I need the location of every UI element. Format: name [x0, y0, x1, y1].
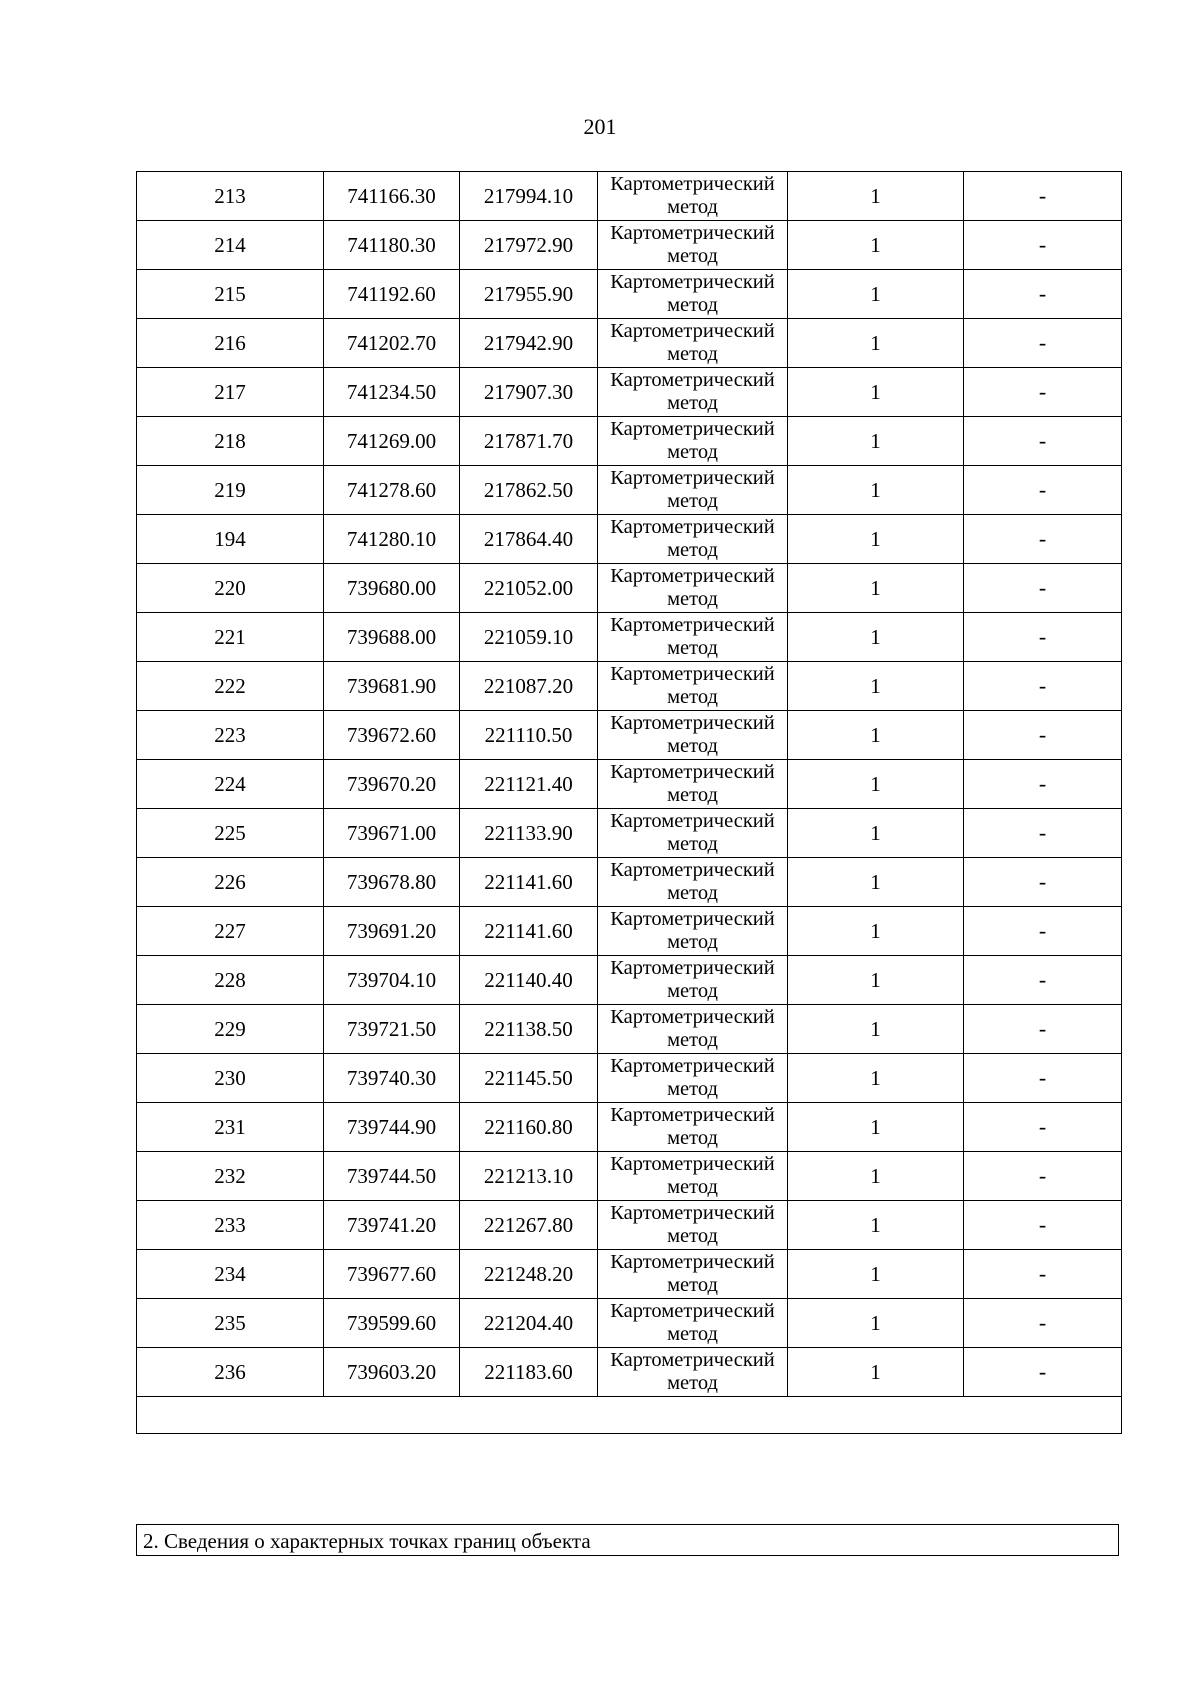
y-coordinate-cell: 221145.50	[460, 1054, 598, 1103]
accuracy-cell: 1	[788, 1054, 964, 1103]
method-cell: Картометрический метод	[598, 1201, 788, 1250]
table-row	[137, 1201, 1122, 1250]
table-row	[137, 1054, 1122, 1103]
point-number-cell: 221	[137, 613, 324, 662]
note-cell: -	[964, 662, 1122, 711]
x-coordinate-cell: 739740.30	[324, 1054, 460, 1103]
point-number-cell: 222	[137, 662, 324, 711]
note-cell: -	[964, 221, 1122, 270]
table-row	[137, 564, 1122, 613]
note-cell: -	[964, 613, 1122, 662]
table-row	[137, 172, 1122, 221]
table-row	[137, 221, 1122, 270]
note-cell: -	[964, 270, 1122, 319]
point-number-cell: 223	[137, 711, 324, 760]
x-coordinate-cell: 739599.60	[324, 1299, 460, 1348]
method-cell: Картометрический метод	[598, 1005, 788, 1054]
method-cell: Картометрический метод	[598, 515, 788, 564]
point-number-cell: 229	[137, 1005, 324, 1054]
point-number-cell: 236	[137, 1348, 324, 1397]
x-coordinate-cell: 741278.60	[324, 466, 460, 515]
accuracy-cell: 1	[788, 172, 964, 221]
point-number-cell: 220	[137, 564, 324, 613]
method-cell: Картометрический метод	[598, 319, 788, 368]
table-row	[137, 1299, 1122, 1348]
point-number-cell: 215	[137, 270, 324, 319]
method-cell: Картометрический метод	[598, 711, 788, 760]
coordinates-table-body	[137, 172, 1122, 1434]
accuracy-cell: 1	[788, 1201, 964, 1250]
x-coordinate-cell: 739721.50	[324, 1005, 460, 1054]
note-cell: -	[964, 1152, 1122, 1201]
point-number-cell: 213	[137, 172, 324, 221]
method-cell: Картометрический метод	[598, 760, 788, 809]
x-coordinate-cell: 741269.00	[324, 417, 460, 466]
section-heading: 2. Сведения о характерных точках границ объекта	[143, 1529, 591, 1553]
note-cell: -	[964, 319, 1122, 368]
method-cell: Картометрический метод	[598, 221, 788, 270]
method-cell: Картометрический метод	[598, 270, 788, 319]
y-coordinate-cell: 217907.30	[460, 368, 598, 417]
accuracy-cell: 1	[788, 613, 964, 662]
accuracy-cell: 1	[788, 858, 964, 907]
note-cell: -	[964, 1299, 1122, 1348]
page-number: 201	[583, 114, 617, 139]
table-row	[137, 858, 1122, 907]
x-coordinate-cell: 739744.50	[324, 1152, 460, 1201]
accuracy-cell: 1	[788, 1152, 964, 1201]
accuracy-cell: 1	[788, 956, 964, 1005]
y-coordinate-cell: 221160.80	[460, 1103, 598, 1152]
y-coordinate-cell: 221121.40	[460, 760, 598, 809]
method-cell: Картометрический метод	[598, 809, 788, 858]
point-number-cell: 234	[137, 1250, 324, 1299]
point-number-cell: 225	[137, 809, 324, 858]
note-cell: -	[964, 1201, 1122, 1250]
point-number-cell: 194	[137, 515, 324, 564]
accuracy-cell: 1	[788, 711, 964, 760]
method-cell: Картометрический метод	[598, 466, 788, 515]
note-cell: -	[964, 1005, 1122, 1054]
y-coordinate-cell: 221248.20	[460, 1250, 598, 1299]
note-cell: -	[964, 1348, 1122, 1397]
accuracy-cell: 1	[788, 907, 964, 956]
note-cell: -	[964, 564, 1122, 613]
table-row	[137, 907, 1122, 956]
note-cell: -	[964, 515, 1122, 564]
accuracy-cell: 1	[788, 1103, 964, 1152]
y-coordinate-cell: 221267.80	[460, 1201, 598, 1250]
y-coordinate-cell: 221052.00	[460, 564, 598, 613]
y-coordinate-cell: 221140.40	[460, 956, 598, 1005]
point-number-cell: 219	[137, 466, 324, 515]
point-number-cell: 228	[137, 956, 324, 1005]
x-coordinate-cell: 741166.30	[324, 172, 460, 221]
accuracy-cell: 1	[788, 760, 964, 809]
x-coordinate-cell: 739680.00	[324, 564, 460, 613]
note-cell: -	[964, 417, 1122, 466]
note-cell: -	[964, 907, 1122, 956]
y-coordinate-cell: 217942.90	[460, 319, 598, 368]
table-row	[137, 417, 1122, 466]
y-coordinate-cell: 217972.90	[460, 221, 598, 270]
y-coordinate-cell: 221138.50	[460, 1005, 598, 1054]
y-coordinate-cell: 221141.60	[460, 907, 598, 956]
y-coordinate-cell: 217871.70	[460, 417, 598, 466]
accuracy-cell: 1	[788, 319, 964, 368]
accuracy-cell: 1	[788, 809, 964, 858]
table-row	[137, 1348, 1122, 1397]
x-coordinate-cell: 739704.10	[324, 956, 460, 1005]
note-cell: -	[964, 368, 1122, 417]
table-row	[137, 1103, 1122, 1152]
x-coordinate-cell: 739671.00	[324, 809, 460, 858]
accuracy-cell: 1	[788, 515, 964, 564]
table-row	[137, 515, 1122, 564]
x-coordinate-cell: 739744.90	[324, 1103, 460, 1152]
y-coordinate-cell: 221059.10	[460, 613, 598, 662]
point-number-cell: 218	[137, 417, 324, 466]
point-number-cell: 233	[137, 1201, 324, 1250]
method-cell: Картометрический метод	[598, 956, 788, 1005]
note-cell: -	[964, 172, 1122, 221]
table-row	[137, 662, 1122, 711]
y-coordinate-cell: 221183.60	[460, 1348, 598, 1397]
method-cell: Картометрический метод	[598, 1103, 788, 1152]
x-coordinate-cell: 741280.10	[324, 515, 460, 564]
coordinates-table	[136, 171, 1122, 1434]
accuracy-cell: 1	[788, 1250, 964, 1299]
accuracy-cell: 1	[788, 1005, 964, 1054]
point-number-cell: 232	[137, 1152, 324, 1201]
x-coordinate-cell: 739681.90	[324, 662, 460, 711]
method-cell: Картометрический метод	[598, 1152, 788, 1201]
section-heading-box	[136, 1524, 1119, 1556]
note-cell: -	[964, 711, 1122, 760]
empty-table-row	[137, 1397, 1122, 1434]
x-coordinate-cell: 739691.20	[324, 907, 460, 956]
method-cell: Картометрический метод	[598, 564, 788, 613]
method-cell: Картометрический метод	[598, 858, 788, 907]
accuracy-cell: 1	[788, 417, 964, 466]
x-coordinate-cell: 739677.60	[324, 1250, 460, 1299]
x-coordinate-cell: 741202.70	[324, 319, 460, 368]
table-row	[137, 1250, 1122, 1299]
y-coordinate-cell: 217862.50	[460, 466, 598, 515]
accuracy-cell: 1	[788, 1299, 964, 1348]
point-number-cell: 224	[137, 760, 324, 809]
method-cell: Картометрический метод	[598, 417, 788, 466]
table-row	[137, 1005, 1122, 1054]
y-coordinate-cell: 217864.40	[460, 515, 598, 564]
table-row	[137, 1152, 1122, 1201]
note-cell: -	[964, 1054, 1122, 1103]
accuracy-cell: 1	[788, 466, 964, 515]
point-number-cell: 226	[137, 858, 324, 907]
y-coordinate-cell: 221141.60	[460, 858, 598, 907]
note-cell: -	[964, 1103, 1122, 1152]
x-coordinate-cell: 739741.20	[324, 1201, 460, 1250]
note-cell: -	[964, 809, 1122, 858]
y-coordinate-cell: 221204.40	[460, 1299, 598, 1348]
x-coordinate-cell: 741234.50	[324, 368, 460, 417]
method-cell: Картометрический метод	[598, 1250, 788, 1299]
table-row	[137, 956, 1122, 1005]
table-row	[137, 270, 1122, 319]
method-cell: Картометрический метод	[598, 1054, 788, 1103]
table-row	[137, 319, 1122, 368]
point-number-cell: 217	[137, 368, 324, 417]
y-coordinate-cell: 217994.10	[460, 172, 598, 221]
method-cell: Картометрический метод	[598, 662, 788, 711]
table-row	[137, 466, 1122, 515]
accuracy-cell: 1	[788, 368, 964, 417]
y-coordinate-cell: 221213.10	[460, 1152, 598, 1201]
method-cell: Картометрический метод	[598, 907, 788, 956]
point-number-cell: 214	[137, 221, 324, 270]
empty-cell	[137, 1397, 1122, 1434]
y-coordinate-cell: 221087.20	[460, 662, 598, 711]
y-coordinate-cell: 221110.50	[460, 711, 598, 760]
note-cell: -	[964, 956, 1122, 1005]
accuracy-cell: 1	[788, 221, 964, 270]
note-cell: -	[964, 760, 1122, 809]
x-coordinate-cell: 739688.00	[324, 613, 460, 662]
x-coordinate-cell: 739670.20	[324, 760, 460, 809]
point-number-cell: 216	[137, 319, 324, 368]
x-coordinate-cell: 739678.80	[324, 858, 460, 907]
method-cell: Картометрический метод	[598, 613, 788, 662]
point-number-cell: 231	[137, 1103, 324, 1152]
point-number-cell: 230	[137, 1054, 324, 1103]
y-coordinate-cell: 221133.90	[460, 809, 598, 858]
table-row	[137, 613, 1122, 662]
table-row	[137, 809, 1122, 858]
accuracy-cell: 1	[788, 270, 964, 319]
method-cell: Картометрический метод	[598, 1348, 788, 1397]
note-cell: -	[964, 1250, 1122, 1299]
x-coordinate-cell: 741192.60	[324, 270, 460, 319]
x-coordinate-cell: 741180.30	[324, 221, 460, 270]
method-cell: Картометрический метод	[598, 1299, 788, 1348]
note-cell: -	[964, 466, 1122, 515]
point-number-cell: 235	[137, 1299, 324, 1348]
table-row	[137, 368, 1122, 417]
method-cell: Картометрический метод	[598, 368, 788, 417]
method-cell: Картометрический метод	[598, 172, 788, 221]
y-coordinate-cell: 217955.90	[460, 270, 598, 319]
note-cell: -	[964, 858, 1122, 907]
x-coordinate-cell: 739672.60	[324, 711, 460, 760]
point-number-cell: 227	[137, 907, 324, 956]
accuracy-cell: 1	[788, 564, 964, 613]
x-coordinate-cell: 739603.20	[324, 1348, 460, 1397]
table-row	[137, 760, 1122, 809]
table-row	[137, 711, 1122, 760]
accuracy-cell: 1	[788, 662, 964, 711]
accuracy-cell: 1	[788, 1348, 964, 1397]
